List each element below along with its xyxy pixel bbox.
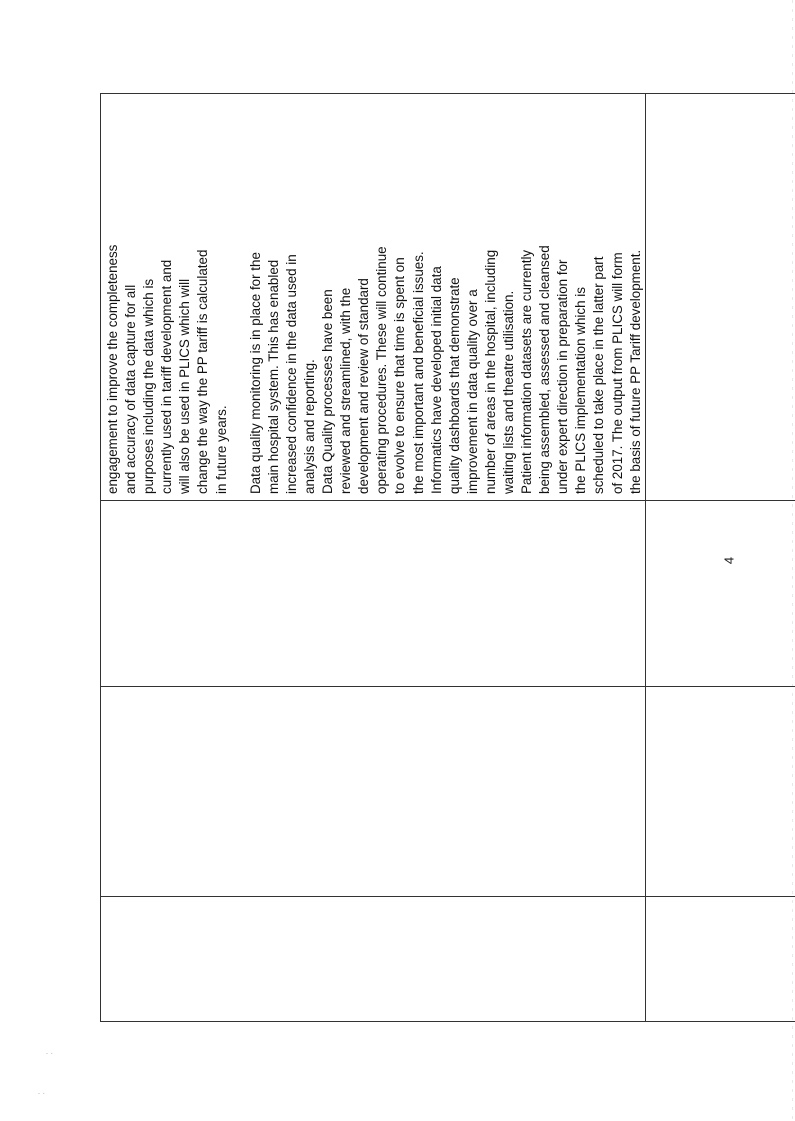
text-line: will also be used in PLICS which will [176, 278, 192, 494]
text-line: improvement in data quality over a [464, 289, 480, 494]
text-line: under expert direction in preparation for [554, 259, 570, 494]
text-line: purposes including the data which is [140, 278, 156, 494]
table-row [645, 94, 795, 1022]
text-line: number of areas in the hospital, including [482, 249, 498, 494]
table-cell [645, 897, 795, 1022]
table-cell [100, 687, 645, 897]
paragraph-gap [230, 99, 246, 494]
content-table [100, 93, 795, 1022]
table-cell [645, 501, 795, 687]
table-cell [100, 501, 645, 687]
scan-speck: ˙ ˙ [38, 1092, 46, 1101]
text-line: the most important and beneficial issues. [410, 251, 425, 494]
text-line: of 2017. The output from PLICS will form [609, 252, 625, 494]
table-cell [100, 897, 645, 1022]
text-line: quality dashboards that demonstrate [446, 277, 462, 494]
text-line: main hospital system. This has enabled [265, 259, 281, 494]
text-line: in future years. [213, 405, 229, 494]
text-line: increased confidence in the data used in [283, 254, 299, 494]
landscape-content [100, 96, 662, 1022]
text-line: scheduled to take place in the latter part [590, 256, 606, 494]
cell-text-column [101, 94, 645, 500]
table-cell [645, 687, 795, 897]
text-line: the basis of future PP Tariff development. [627, 249, 643, 494]
scan-speck: ˙ ˙ [46, 1052, 54, 1061]
text-line: development and review of standard [355, 278, 371, 494]
text-line: Data Quality processes have been [319, 289, 335, 494]
text-line: engagement to improve the completeness [104, 244, 120, 494]
text-line: Informatics have developed initial data [428, 266, 444, 494]
text-line: and accuracy of data capture for all [122, 284, 138, 494]
text-line: waiting lists and theatre utilisation. [500, 290, 516, 494]
table-cell [645, 94, 795, 501]
text-line: analysis and reporting. [301, 359, 317, 494]
text-line: change the way the PP tariff is calculated [194, 249, 210, 494]
text-line: operating procedures. These will continue [373, 246, 389, 494]
text-line: the PLICS implementation which is [572, 287, 588, 494]
table-cell-text [100, 94, 645, 501]
table-row [100, 94, 645, 1022]
text-line: reviewed and streamlined, with the [337, 287, 353, 494]
text-line: currently used in tariff development and [158, 259, 174, 494]
text-line: being assembled, assessed and cleansed [536, 245, 552, 494]
text-line: Data quality monitoring is in place for the [247, 252, 263, 494]
text-line: to evolve to ensure that time is spent on [391, 257, 407, 494]
text-line: Patient information datasets are currently [518, 249, 534, 494]
rotated-table-frame [100, 96, 662, 1022]
page-number: 4 [721, 556, 737, 565]
